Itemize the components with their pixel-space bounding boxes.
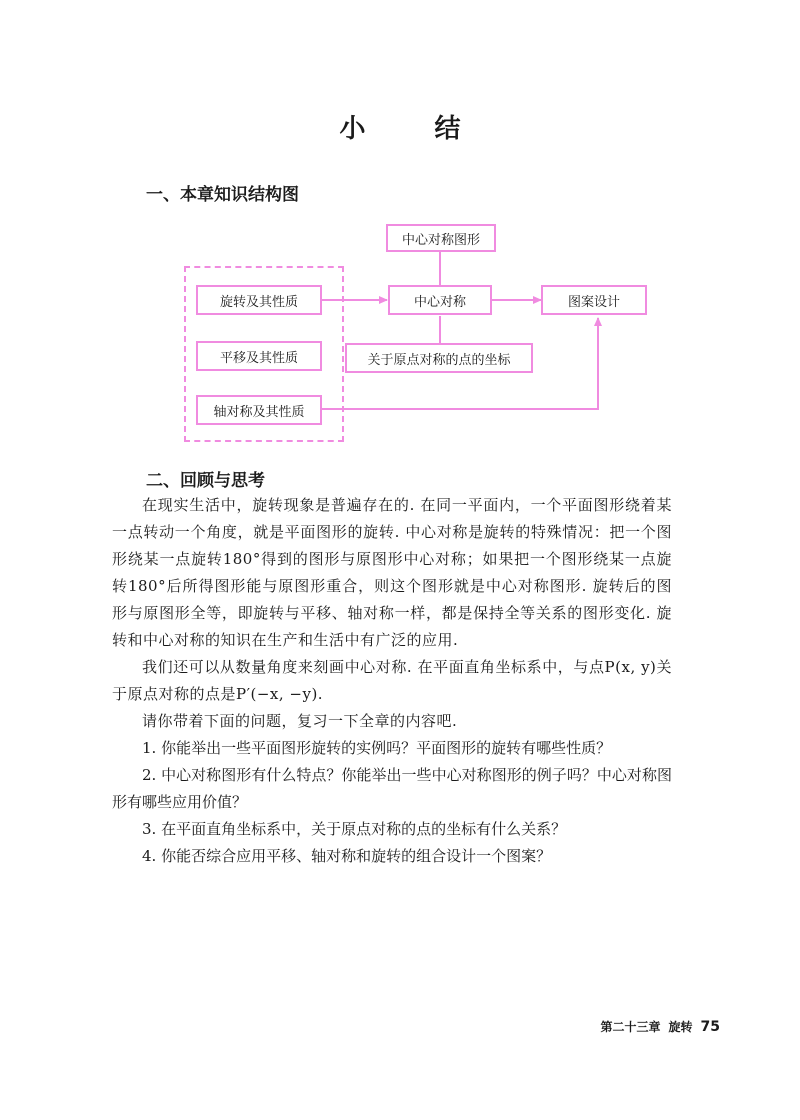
paragraph-review-prompt: 请你带着下面的问题，复习一下全章的内容吧. — [142, 712, 458, 730]
paragraph-coordinate-symmetry: 我们还可以从数量角度来刻画中心对称. 在平面直角坐标系中，与点P(x, y)关于原点对称的点是P′(−x, −y). — [112, 658, 672, 703]
question-1: 1. 你能举出一些平面图形旋转的实例吗？平面图形的旋转有哪些性质？ — [142, 739, 612, 757]
node-center-sym: 中心对称 — [388, 285, 492, 315]
page-footer — [560, 1018, 720, 1035]
question-3: 3. 在平面直角坐标系中，关于原点对称的点的坐标有什么关系？ — [142, 820, 567, 838]
node-center-sym-figure: 中心对称图形 — [386, 224, 496, 252]
section-heading-structure: 一、本章知识结构图 — [146, 185, 299, 205]
page-number: 75 — [700, 1019, 720, 1035]
paragraph-rotation-summary: 在现实生活中，旋转现象是普遍存在的. 在同一平面内，一个平面图形绕着某一点转动一个角度，就是平面图形的旋转. 中心对称是旋转的特殊情况：把一个图形绕某一点旋转180°得到的图形与原图形中心对称；如果把一个图形绕某一点旋转180°后所得图形能与原图形重合，则这个图形就是中心对称图形. 旋转后的图形与原图形全等，即旋转与平移、轴对称一样，都是保持全等关系的图形变化. 旋转和中心对称的知识在生产和生活中有广泛的应用. — [112, 496, 672, 649]
node-origin-sym-coords: 关于原点对称的点的坐标 — [345, 343, 533, 373]
question-4: 4. 你能否综合应用平移、轴对称和旋转的组合设计一个图案？ — [142, 847, 552, 865]
footer-chapter-title: 旋转 — [668, 1020, 693, 1034]
section-heading-review: 二、回顾与思考 — [146, 471, 265, 491]
footer-chapter: 第二十三章 — [600, 1020, 661, 1034]
node-pattern-design: 图案设计 — [541, 285, 647, 315]
question-2: 2. 中心对称图形有什么特点？你能举出一些中心对称图形的例子吗？中心对称图形有哪些应用价值？ — [112, 766, 672, 811]
node-axis-sym: 轴对称及其性质 — [196, 395, 322, 425]
node-translation: 平移及其性质 — [196, 341, 322, 371]
page-title: 小 结 — [339, 114, 491, 144]
node-rotation: 旋转及其性质 — [196, 285, 322, 315]
